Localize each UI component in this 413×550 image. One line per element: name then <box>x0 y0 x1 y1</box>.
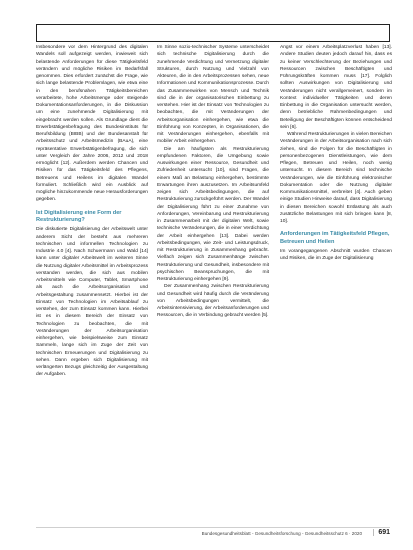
page-number: 691 <box>373 529 390 536</box>
paragraph: Insbesondere vor dem Hintergrund des digitalen Wandels soll aufgezeigt werden, inwieweit sich belastende Anforderungen für diese Tätigkeitsfeld verändern und mögliche Risiken im Bedarfsfall genommen. Dies erfordert zunächst die Frage, wie sich lange belastende Problemlagen, wie etwa eine in den berufsnahen Tätigkeitsbereichen verarbeitete, hohe Arbeitsmenge oder steigende Dokumentationsanforderungen, in die Diskussion um eine zunehmende Digitalisierung mit eingebracht werden sollen. Als Grundlage dient die Erwerbstätigenbefragung des Bundesinstituts für Berufsbildung (BIBB) und der Bundesanstalt für Arbeitsschutz und Arbeitsmedizin (BAuA), eine repräsentative Erwerbstätigenbefragung, die sich unter Vergleich der Jahre 2006, 2012 und 2018 ermöglicht [12]. Außerdem werden Chancen und Risiken für das Tätigkeitsfeld des Pflegens, Betreuens und Heilens im digitalen Wandel formuliert. Schließlich wird ein Ausblick auf mögliche hinzukommende neue Herausforderungen gegeben. <box>36 45 148 203</box>
paragraph: Die diskutierte Digitalisierung der Arbeitswelt unter anderem Sicht der besteht aus mehreren technischen und informellen Technologien zu Industrie 4.0 [4]. Nach Schuermann und Wald [14] kann unter digitaler Arbeitswelt im weiteren Sinne die Nutzung digitaler Arbeitsmittel im Arbeitsprozess verstanden werden, die sich aus mobilen Arbeitsmitteln wie Computer, Tablet, Smartphone als auch die Arbeitsorganisation und Arbeitsgestaltung zusammensetzt. Hierbei ist der Einsatz von Technologien im Arbeitsablauf zu verstehen, der zum Einsatz kommen kann. Hierbei ist es in diesem Bereich der Einsatz von Technologien zu beobachten, die mit Veränderungen der Arbeitsorganisation einhergehen, wie beispielsweise zum Einsatz Sammeln, lange sich im Zuge der Zeit von technischen Erneuerungen und Digitalisierung zu sehen. Dann ergeben sich Digitalisierung mit verlängerten Bezugs gleichzeitig der Ausgestaltung der Aufgaben. <box>36 227 148 378</box>
text-column-right <box>280 44 392 522</box>
section-heading: Ist Digitalisierung eine Form der Restrukturierung? <box>36 209 122 223</box>
text-column-left <box>36 44 148 522</box>
paragraph: Während Restrukturierungen in vielen Bereichen Veränderungen in der Arbeitsorganisation nach sich ziehen, sind die Folgen für die Beschäftigten in personenbezogenen Dienstleistungen, wie dem Pflegen, Betreuen und Heilen, noch wenig untersucht. In diesem Bereich sind technische Veränderungen, wie die Einführung elektronischer Dokumentation oder die Nutzung digitaler Kommunikationsmittel, verbreitet [4]. Auch geben einige Studien Hinweise darauf, dass Digitalisierung in diesen Bereichen sowohl Entlastung als auch zusätzliche Belastungen mit sich bringen kann [8, 10]. <box>280 132 392 224</box>
journal-citation: Bundesgesundheitsblatt - Gesundheitsforschung - Gesundheitsschutz 6 · 2020 <box>201 531 362 536</box>
paragraph: Angst vor einem Arbeitsplatzverlust haben [13]. Andere Studien deuten jedoch darauf hin, dass es zu keiner Verschlechterung der Beziehungen und Ressourcen zwischen Beschäftigten und Führungskräften kommen muss [17]. Folglich sollten Auswirkungen von Digitalisierung und Veränderungen nicht verallgemeinert, sondern im Kontext individueller Tätigkeiten und deren Einbettung in die Organisation untersucht werden, denn betriebliche Rahmenbedingungen und Beteiligung der Beschäftigten können entscheidend sein [6]. <box>280 45 392 130</box>
paragraph: Im Sinne sozio-technischer Systeme unterscheidet sich technische Digitalisierung durch die zunehmende Verdichtung und Vernetzung digitaler Strukturen, durch Nutzung und Vielzahl von Akteuren, die in den Arbeitsprozessen sehen, neue Informationen und Kommunikationsprozesse. Durch das Zusammenwirken von Mensch und Technik sind die in der organisatorischen Einbettung zu verstehen. Hier ist der Einsatz von Technologien zu beobachten, die mit Veränderungen der Arbeitsorganisation einhergehen, wie etwa die Einführung von Konzepten, in Organisationen, die mit Veränderungen einhergehen, ebenfalls mit mobiler Arbeit einhergehen. <box>157 45 269 145</box>
text-column-middle <box>157 44 269 522</box>
page-footer <box>36 527 390 542</box>
paragraph: Der Zusammenhang zwischen Restrukturierung und Gesundheit wird häufig durch die Veränderung von Arbeitsbedingungen vermittelt, die Arbeitsintensivierung, der Arbeitsanforderungen und Ressourcen, die in Verbindung gebracht werden [5]. <box>157 284 269 319</box>
header-bar <box>36 24 390 42</box>
paragraph: Im vorangegangenen Abschnitt wurden Chancen und Risiken, die im Zuge der Digitalisierung <box>280 249 392 262</box>
section-heading: Anforderungen im Tätigkeitsfeld Pflegen, Betreuen und Heilen <box>280 231 390 245</box>
paragraph: Die am häufigsten als Restrukturierung empfundenen Faktoren, die Umgebung sowie Auswirkungen einer Ressource, Gesundheit und Zufriedenheit untersucht [10], sind Fragen, die einem Maß an Belastung einhergehen, bestimmte Erwartungen ihren auszusetzen. Im Arbeitsumfeld zeigen sich Arbeitsbedingungen, die auf Restrukturierung zurückgeführt werden. Der Wandel der Digitalisierung führt zu einer Zunahme von Anforderungen, Vereinbarung und Restrukturierung in Zusammenarbeit mit der digitalen Welt, sowie technische Veränderungen, die in einer Verdichtung der Arbeit einhergehen [13]. Dabei werden Arbeitsbedingungen, wie Zeit- und Leistungsdruck, mit Restrukturierung in Zusammenhang gebracht. Vielfach zeigen sich Zusammenhänge zwischen Restrukturierung und Gesundheit, insbesondere mit psychischen Beanspruchungen, die mit Restrukturierung einhergehen [9]. <box>157 146 269 282</box>
